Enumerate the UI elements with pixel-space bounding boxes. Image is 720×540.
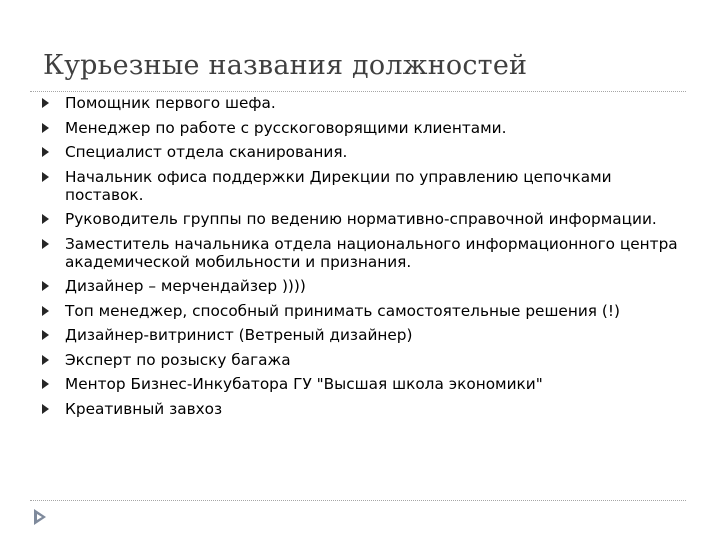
list-item [40, 326, 680, 344]
list-item [40, 119, 680, 137]
list-item-text: Специалист отдела сканирования. [65, 143, 348, 161]
list-item [40, 143, 680, 161]
list-item-text: Помощник первого шефа. [65, 94, 276, 112]
list-item [40, 235, 680, 271]
list-item-text: Менеджер по работе с русскоговорящими клиентами. [65, 118, 507, 137]
list-item [40, 168, 680, 204]
list-item-text: Начальник офиса поддержки Дирекции по управлению цепочками поставок. [65, 167, 612, 204]
slide-title: Курьезные названия должностей [43, 50, 528, 81]
triangle-bullet-icon [42, 404, 49, 414]
list-item [40, 277, 680, 295]
triangle-bullet-icon [42, 123, 49, 133]
list-item-text: Креативный завхоз [65, 399, 223, 418]
triangle-bullet-icon [42, 98, 49, 108]
title-divider [30, 91, 686, 92]
list-item [40, 210, 680, 228]
triangle-bullet-icon [42, 306, 49, 316]
list-item [40, 375, 680, 393]
list-item-text: Эксперт по розыску багажа [65, 350, 291, 369]
list-item [40, 94, 680, 112]
list-item-text: Заместитель начальника отдела национального информационного центра академической мобильности и признания. [65, 234, 678, 271]
list-item-text: Топ менеджер, способный принимать самостоятельные решения (!) [65, 301, 620, 320]
list-item-text: Дизайнер-витринист (Ветреный дизайнер) [65, 326, 413, 344]
triangle-bullet-icon [42, 147, 49, 157]
list-item [40, 400, 680, 418]
next-slide-arrow-icon[interactable] [31, 508, 49, 526]
triangle-bullet-icon [42, 281, 49, 291]
triangle-bullet-icon [42, 355, 49, 365]
triangle-bullet-icon [42, 172, 49, 182]
list-item-text: Ментор Бизнес-Инкубатора ГУ "Высшая школа экономики" [65, 375, 543, 393]
triangle-bullet-icon [42, 330, 49, 340]
footer-divider [30, 500, 686, 501]
list-item-text: Руководитель группы по ведению нормативно-справочной информации. [65, 210, 657, 228]
job-titles-list [40, 94, 680, 424]
triangle-bullet-icon [42, 214, 49, 224]
list-item [40, 351, 680, 369]
list-item-text: Дизайнер – мерчендайзер )))) [65, 277, 306, 295]
triangle-bullet-icon [42, 239, 49, 249]
triangle-bullet-icon [42, 379, 49, 389]
list-item [40, 302, 680, 320]
